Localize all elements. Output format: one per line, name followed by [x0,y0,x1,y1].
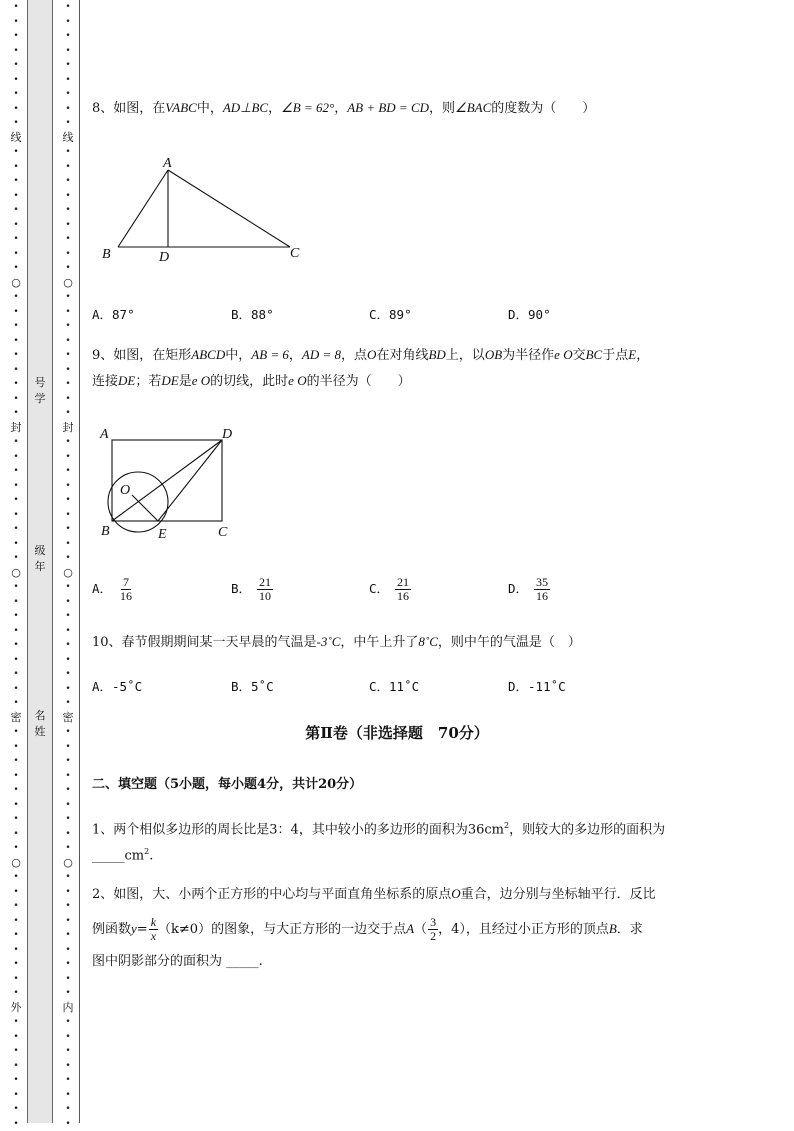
part-2-title: 第Ⅱ卷（非选择题 70分） [0,722,794,743]
dot: • [62,638,74,653]
q9-label-a: A [99,427,109,442]
dot: • [62,508,74,523]
dot: • [10,0,22,15]
dot: • [62,87,74,102]
dot: • [62,595,74,610]
q8-label-d: D [158,250,169,265]
fill-2-line-1 [92,882,656,907]
f2-text: . [259,954,263,969]
fraction-numerator: 3 [428,916,438,930]
dot: • [62,73,74,88]
dot: • [10,145,22,160]
q10-text: ，则中午的气温是（ ） [438,635,581,650]
q9-text: 于点 [602,348,628,363]
dot: • [62,928,74,943]
q9-option-b [231,576,273,603]
dot: • [62,943,74,958]
binding-mark: ○ [62,276,74,291]
dot: • [10,435,22,450]
dot: • [10,334,22,349]
dot: • [10,914,22,929]
dot: • [10,522,22,537]
q9-text: ， [289,348,302,363]
dot: • [62,29,74,44]
fraction-numerator: 35 [534,576,550,590]
q9-point-e: E [628,347,636,362]
dot: • [10,653,22,668]
q10-temp-morning: -3˚C [317,634,341,649]
q9-label-e: E [157,527,167,542]
q9-condition-2: AD = 8 [302,347,341,362]
q10-temp-rise: 8˚C [418,634,438,649]
q9-option-d [508,576,550,603]
fraction-denominator: 10 [257,590,273,603]
dot: • [62,1015,74,1030]
q9-segment-ob: OB [485,347,502,362]
dot: • [62,334,74,349]
f2-var-y: y [131,921,137,936]
dot: • [62,624,74,639]
dot: • [62,218,74,233]
dot: • [62,174,74,189]
f2-text: 例函数 [92,922,131,937]
q9-label-c: C [218,525,228,540]
binding-mark: 线 [62,131,74,146]
q9-rectangle-figure [94,420,254,550]
q10-option-a: A．-5˚C [92,677,142,695]
inner-dotted-line [62,0,74,1123]
dot: • [10,1015,22,1030]
fraction-denominator: 2 [428,930,438,943]
dot: • [10,305,22,320]
binding-mark: 封 [10,421,22,436]
dot: • [10,1059,22,1074]
q9-circle-o: e O [554,347,572,362]
dot: • [10,116,22,131]
dot: • [62,58,74,73]
dot: • [10,73,22,88]
q9-option-fraction [257,576,273,603]
dot: • [62,1030,74,1045]
dot: • [62,348,74,363]
q8-target-angle: ∠BAC [455,100,491,115]
fraction-denominator: 16 [534,590,550,603]
q9-text: 的切线，此时 [210,374,288,389]
dot: • [10,551,22,566]
dot: • [10,58,22,73]
f2-text: 图中阴影部分的面积为 [92,954,222,969]
dot: • [10,769,22,784]
dot: • [10,44,22,59]
q8-text: ，则 [429,101,455,116]
q9-segment-de: DE [118,373,135,388]
q9-text: 连接 [92,374,118,389]
dot: • [10,348,22,363]
dot: • [62,885,74,900]
question-9-stem-line-2 [92,369,411,394]
dot: • [10,203,22,218]
q8-option-c: C．89° [369,305,412,323]
dot: • [10,870,22,885]
f2-three-halves [428,916,438,943]
q8-triangle: VABC [165,100,197,115]
fill-in-section-heading: 二、填空题（5小题，每小题4分，共计20分） [92,773,362,792]
q8-option-a: A．87° [92,305,135,323]
fraction-numerator: 21 [395,576,411,590]
q9-text: 9、如图，在矩形 [92,348,191,363]
q9-text: ，点 [341,348,367,363]
q9-text: 上，以 [446,348,485,363]
q9-option-letter: B． [231,581,251,596]
dot: • [62,15,74,30]
dot: • [62,1044,74,1059]
dot: • [62,305,74,320]
f2-point-b: B [609,921,617,936]
dot: • [10,160,22,175]
dot: • [62,812,74,827]
dot: • [62,44,74,59]
dot: • [62,725,74,740]
dot: • [10,102,22,117]
q9-rect: ABCD [191,347,225,362]
dot: • [62,609,74,624]
q9-segment-bd: BD [428,347,445,362]
margin-border-line [79,0,80,1123]
fill-1-line-1 [92,814,665,842]
dot: • [10,885,22,900]
q8-condition-2: ∠B = 62° [281,100,334,115]
dot: • [62,406,74,421]
field-grade [27,543,53,575]
f2-point-a: A [406,921,414,936]
dot: • [10,493,22,508]
dot: • [10,827,22,842]
f2-text: ，4），且经过小正方形的顶点 [438,922,609,937]
dot: • [10,609,22,624]
dot: • [62,580,74,595]
q8-option-d: D．90° [508,305,551,323]
dot: • [62,769,74,784]
f2-equals: = [137,922,148,937]
q9-segment-bc: BC [586,347,603,362]
fraction-numerator: k [149,916,158,930]
q9-option-fraction [534,576,550,603]
dot: • [62,783,74,798]
f1-exponent: 2 [144,847,149,856]
dot: • [10,29,22,44]
q9-text: ， [636,348,649,363]
dot: • [10,232,22,247]
dot: • [10,247,22,262]
q9-condition-1: AB = 6 [251,347,289,362]
q9-text: 在对角线 [376,348,428,363]
outer-dotted-line [10,0,22,1123]
dot: • [10,740,22,755]
q9-circle-o: e O [192,373,210,388]
dot: • [62,957,74,972]
f2-text: ．求 [617,922,643,937]
dot: • [62,479,74,494]
f2-text: 重合，边分别与坐标轴平行．反比 [461,887,656,902]
f1-answer-blank[interactable]: _____ [92,848,125,863]
dot: • [10,450,22,465]
dot: • [10,798,22,813]
q9-option-letter: A． [92,581,112,596]
f2-k-over-x [149,916,158,943]
field-label-char: 级 [27,543,53,559]
dot: • [10,392,22,407]
dot: • [62,102,74,117]
dot: • [10,479,22,494]
dot: • [10,319,22,334]
fraction-numerator: 21 [257,576,273,590]
q9-point-o: O [367,347,376,362]
dot: • [10,725,22,740]
dot: • [10,290,22,305]
q10-option-b: B．5˚C [231,677,274,695]
f1-unit: cm [125,848,145,863]
binding-mark: ○ [10,276,22,291]
q8-text: 8、如图，在 [92,101,165,116]
dot: • [62,682,74,697]
dot: • [62,493,74,508]
fill-2-line-2 [92,916,643,943]
dot: • [10,696,22,711]
field-label-char: 号 [27,375,53,391]
dot: • [62,450,74,465]
q9-option-letter: D． [508,581,528,596]
dot: • [62,696,74,711]
binding-mark: ○ [10,856,22,871]
q10-option-d: D．-11˚C [508,677,566,695]
q10-option-c: C．11˚C [369,677,419,695]
dot: • [10,363,22,378]
q9-text: 为半径作 [502,348,554,363]
dot: • [62,1117,74,1131]
f2-text: （ [414,922,427,937]
dot: • [62,116,74,131]
dot: • [62,551,74,566]
binding-mark: 密 [10,711,22,726]
dot: • [62,247,74,262]
dot: • [62,798,74,813]
dot: • [10,899,22,914]
dot: • [10,218,22,233]
dot: • [10,754,22,769]
dot: • [62,464,74,479]
f1-exponent: 2 [504,821,509,830]
dot: • [10,508,22,523]
q9-text: 中， [225,348,251,363]
q9-option-fraction [395,576,411,603]
q9-text: ；若 [135,374,161,389]
dot: • [10,580,22,595]
f2-text: 的图象，与大正方形的一边交于点 [211,922,406,937]
q9-option-fraction [118,576,134,603]
q8-text: ， [268,101,281,116]
dot: • [10,682,22,697]
f2-text: 2、如图，大、小两个正方形的中心均与平面直角坐标系的原点 [92,887,451,902]
dot: • [62,1102,74,1117]
dot: • [62,160,74,175]
dot: • [62,319,74,334]
q9-text: 的半径为（ ） [307,374,411,389]
dot: • [10,812,22,827]
q8-label-a: A [162,156,172,171]
dot: • [62,392,74,407]
fill-2-line-3 [92,950,263,974]
dot: • [10,943,22,958]
dot: • [10,537,22,552]
binding-mark: 封 [62,421,74,436]
dot: • [62,899,74,914]
dot: • [10,783,22,798]
question-8-stem [92,96,595,121]
field-label-char: 姓 [27,724,53,740]
question-10-stem [92,630,581,655]
field-label-char: 年 [27,559,53,575]
q9-option-c [369,576,411,603]
field-label-char: 名 [27,708,53,724]
binding-mark: ○ [62,566,74,581]
binding-mark: 内 [62,1001,74,1016]
q8-condition-1: AD⊥BC [223,100,268,115]
binding-mark: ○ [10,566,22,581]
q9-segment-de: DE [161,373,178,388]
dot: • [10,189,22,204]
question-9-stem-line-1 [92,343,649,368]
dot: • [62,841,74,856]
binding-mark: ○ [62,856,74,871]
dot: • [10,1030,22,1045]
dot: • [10,406,22,421]
dot: • [62,914,74,929]
q9-text: 是 [179,374,192,389]
dot: • [62,0,74,15]
f2-condition: （k≠0） [158,922,211,937]
fraction-denominator: x [149,930,158,943]
q8-text: 的度数为（ ） [491,101,595,116]
q9-label-d: D [221,427,232,442]
binding-mark: 外 [10,1001,22,1016]
q8-condition-3: AB + BD = CD [347,100,429,115]
dot: • [62,522,74,537]
field-label-char: 学 [27,391,53,407]
dot: • [62,232,74,247]
dot: • [10,986,22,1001]
dot: • [62,972,74,987]
dot: • [62,986,74,1001]
f1-area: 36cm [468,822,504,837]
dot: • [62,667,74,682]
dot: • [62,740,74,755]
q9-option-a [92,576,134,603]
field-student-number [27,375,53,407]
dot: • [10,174,22,189]
dot: • [62,377,74,392]
dot: • [62,1059,74,1074]
dot: • [10,15,22,30]
dot: • [62,1088,74,1103]
dot: • [62,1073,74,1088]
dot: • [10,624,22,639]
dot: • [10,972,22,987]
q9-option-letter: C． [369,581,389,596]
q8-text: 中， [197,101,223,116]
dot: • [10,841,22,856]
dot: • [10,667,22,682]
dot: • [10,87,22,102]
dot: • [62,870,74,885]
dot: • [10,1117,22,1131]
q9-label-b: B [101,524,110,539]
fraction-denominator: 16 [395,590,411,603]
dot: • [62,653,74,668]
q9-label-o: O [120,483,130,498]
f2-answer-blank[interactable]: _____ [226,954,259,969]
dot: • [62,435,74,450]
fraction-numerator: 7 [121,576,131,590]
dot: • [62,827,74,842]
dot: • [62,261,74,276]
q8-option-b: B．88° [231,305,274,323]
dot: • [62,290,74,305]
binding-mark: 密 [62,711,74,726]
f1-text: 1、两个相似多边形的周长比是3：4，其中较小的多边形的面积为 [92,822,468,837]
q8-text: ， [334,101,347,116]
f2-origin-o: O [451,886,460,901]
dot: • [62,363,74,378]
f1-text: . [149,848,153,863]
binding-mark: 线 [10,131,22,146]
dot: • [10,464,22,479]
dot: • [10,957,22,972]
dot: • [62,537,74,552]
q10-text: ，中午上升了 [340,635,418,650]
dot: • [10,1088,22,1103]
dot: • [10,595,22,610]
dot: • [10,261,22,276]
q9-circle-o: e O [288,373,306,388]
dot: • [10,928,22,943]
q8-label-c: C [290,246,300,261]
q9-text: 交 [573,348,586,363]
fraction-denominator: 16 [118,590,134,603]
dot: • [10,638,22,653]
dot: • [62,754,74,769]
q8-triangle-figure [96,150,316,270]
dot: • [10,377,22,392]
q8-label-b: B [102,247,111,262]
f1-text: ，则较大的多边形的面积为 [509,822,665,837]
fill-1-line-2 [92,840,153,868]
dot: • [62,189,74,204]
q10-text: 10、春节假期期间某一天早晨的气温是 [92,635,317,650]
dot: • [10,1044,22,1059]
dot: • [62,203,74,218]
dot: • [10,1073,22,1088]
dot: • [62,145,74,160]
dot: • [10,1102,22,1117]
